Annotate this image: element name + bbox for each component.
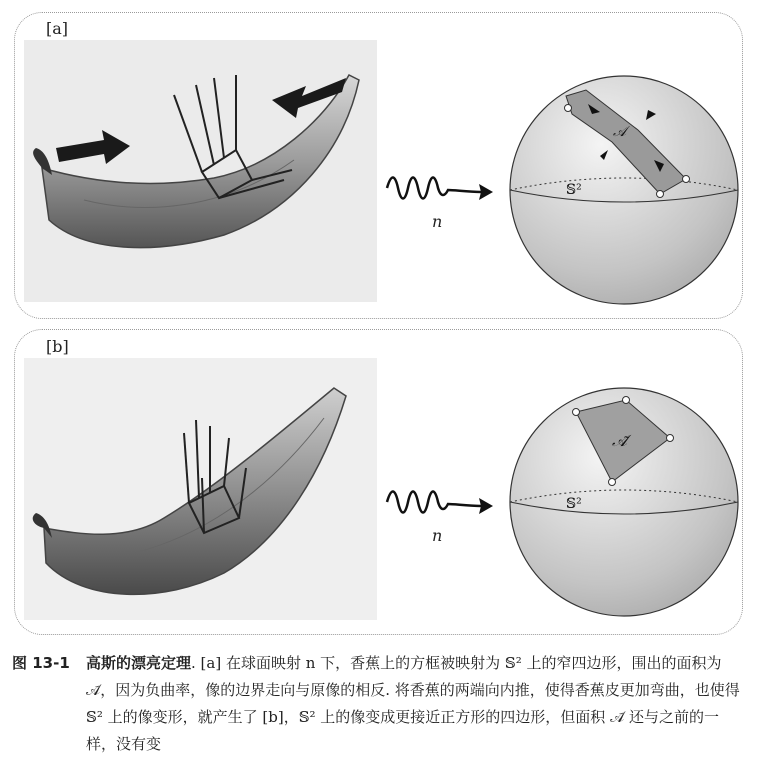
sphere-b bbox=[508, 386, 740, 618]
squiggle-arrow-b bbox=[383, 484, 495, 524]
svg-text:𝕊²: 𝕊² bbox=[566, 182, 582, 198]
caption-body: . [a] 在球面映射 n 下，香蕉上的方框被映射为 𝕊² 上的窄四边形，围出的面积为 𝒜̃，因为负曲率，像的边界走向与原像的相反. 将香蕉的两端向内推，使得香蕉皮更加弯曲，也使得 𝕊² 上的像变形，就产生了 [b]，𝕊² 上的像变成更接近正方形的四边形，但面积 𝒜̃ 还与之前的一样，没有变 bbox=[86, 654, 740, 753]
squiggle-arrow-a bbox=[383, 170, 495, 210]
panel-a-label: [a] bbox=[46, 19, 69, 38]
svg-text:𝒜̃: 𝒜̃ bbox=[612, 431, 628, 450]
caption-number: 图 13-1 bbox=[12, 654, 70, 672]
panel-b-label: [b] bbox=[46, 337, 69, 356]
svg-text:𝒜: 𝒜 bbox=[613, 124, 627, 140]
figure-caption bbox=[12, 650, 747, 758]
svg-text:𝕊²: 𝕊² bbox=[566, 496, 582, 512]
sphere-a bbox=[508, 74, 740, 306]
banana-photo-b bbox=[24, 358, 377, 620]
banana-photo-a bbox=[24, 40, 377, 302]
map-n-label-b: n bbox=[432, 526, 443, 545]
map-n-label-a: n bbox=[432, 212, 443, 231]
caption-title: 高斯的漂亮定理 bbox=[86, 654, 192, 672]
